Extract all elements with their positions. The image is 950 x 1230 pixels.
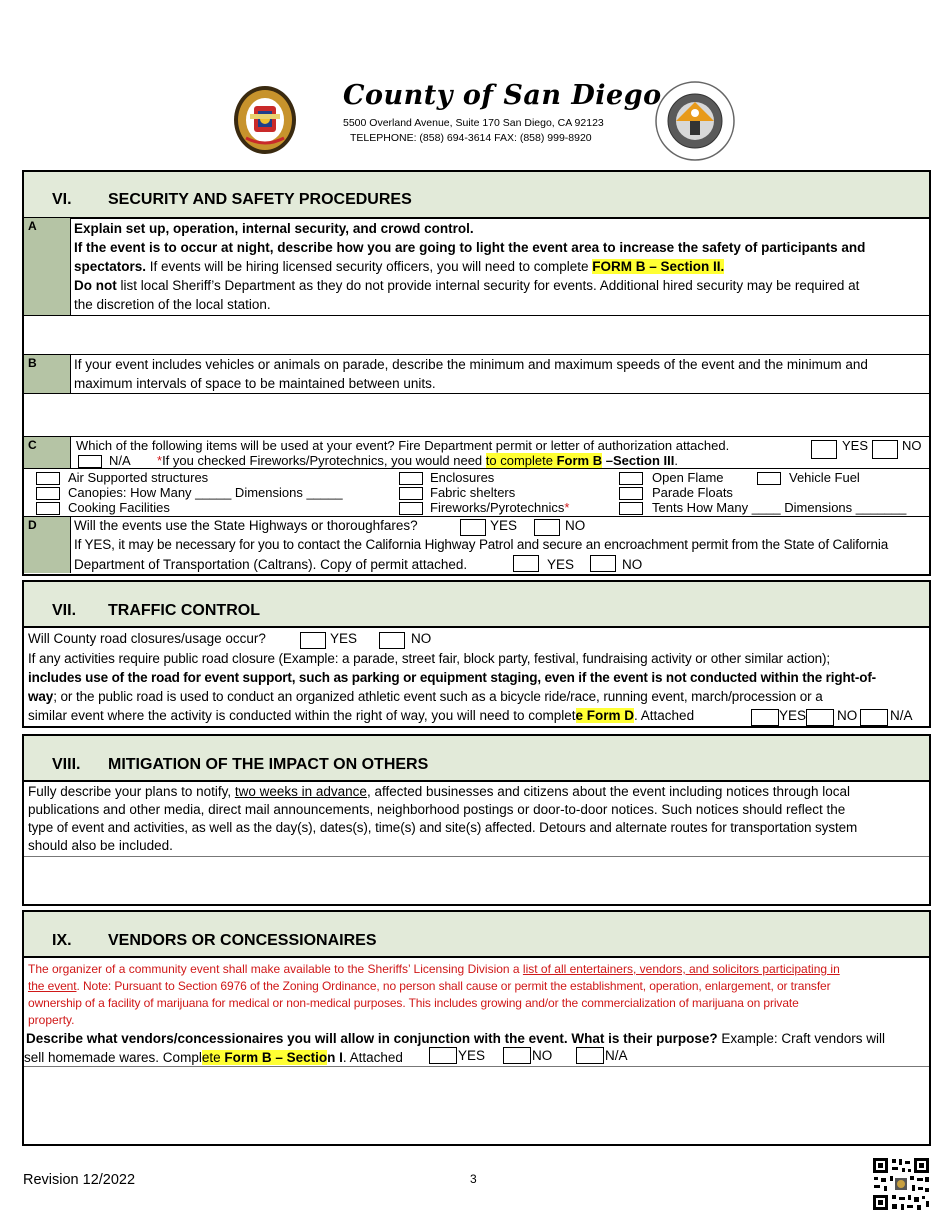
vendors-yes-label: YES [458, 1048, 486, 1063]
vendors-red-line2: the event. Note: Pursuant to Section 6976 of the Zoning Ordinance, no person shall cause or permit the establishment, operation, enlargement, or transfer [28, 979, 831, 993]
row-a-line4: Do not list local Sheriff’s Department as they do not provide internal security for events. Additional hired security may be required at [74, 278, 860, 293]
vendors-line2: sell homemade wares. Complete Form B – Section I. Attached [24, 1050, 403, 1065]
section-vi [22, 170, 931, 576]
vendors-no-label: NO [532, 1048, 553, 1063]
row-d-permit-no-label: NO [622, 557, 643, 572]
traffic-attached-na-label: N/A [890, 708, 913, 723]
row-c-na-checkbox[interactable] [78, 455, 102, 468]
section-viii-header [24, 736, 929, 782]
cooking-label: Cooking Facilities [68, 500, 170, 515]
row-c-no-checkbox[interactable] [872, 440, 898, 459]
vendors-red-line3: ownership of a facility of marijuana for medical or non-medical purposes. This includes growing and/or the commercialization of marijuana on private [28, 996, 799, 1010]
row-d-permit-yes-label: YES [547, 557, 575, 572]
row-c-fireworks-note: *If you checked Fireworks/Pyrotechnics, you would need to complete Form B –Section III. [157, 453, 678, 468]
section-vi-header [24, 172, 929, 219]
environmental-health-seal-logo [654, 80, 736, 162]
row-b-line1: If your event includes vehicles or animals on parade, describe the minimum and maximum speeds of the event and the minimum and [74, 357, 868, 372]
row-d-line2: If YES, it may be necessary for you to contact the California Highway Patrol and secure an encroachment permit from the State of California [74, 537, 889, 552]
traffic-line3: includes use of the road for event support, such as parking or equipment staging, even if the event is not conducted within the right-of- [28, 670, 877, 685]
road-closure-no-checkbox[interactable] [379, 632, 405, 649]
row-a-line5: the discretion of the local station. [74, 297, 271, 312]
fireworks-label: Fireworks/Pyrotechnics* [430, 500, 570, 515]
row-b-answer-area[interactable] [24, 394, 929, 436]
form-b-section-ii-ref: FORM B – Section II. [592, 259, 725, 274]
org-name: County of San Diego [343, 80, 662, 111]
tents-checkbox[interactable] [619, 502, 643, 515]
cooking-checkbox[interactable] [36, 502, 60, 515]
row-d-yes-label: YES [490, 518, 518, 533]
row-a-line2: If the event is to occur at night, describe how you are going to light the event area to increase the safety of participants and [74, 240, 866, 255]
traffic-line5: similar event where the activity is conducted within the right of way, you will need to complete Form D. Attached [28, 708, 695, 723]
section-ix-title: VENDORS OR CONCESSIONAIRES [108, 932, 377, 949]
traffic-attached-na-checkbox[interactable] [860, 709, 888, 726]
row-d-permit-yes-checkbox[interactable] [513, 555, 539, 572]
tents-label: Tents How Many ____ Dimensions _______ [652, 500, 907, 515]
section-vi-roman: VI. [52, 191, 72, 208]
row-d-yes-checkbox[interactable] [460, 519, 486, 536]
vendors-na-checkbox[interactable] [576, 1047, 604, 1064]
mitigation-answer-area[interactable] [24, 857, 929, 903]
row-a-answer-area[interactable] [24, 316, 929, 354]
section-vii-title: TRAFFIC CONTROL [108, 602, 260, 619]
vendors-question: Describe what vendors/concessionaires you will allow in conjunction with the event. What is their purpose? Example: Craft vendors will [26, 1031, 885, 1046]
form-d-ref: e Form D [575, 708, 635, 723]
row-c-label-cell [24, 437, 71, 468]
fireworks-checkbox[interactable] [399, 502, 423, 515]
mitigation-line1: Fully describe your plans to notify, two weeks in advance, affected businesses and citizens about the event including notices through local [28, 784, 851, 799]
row-d-permit-no-checkbox[interactable] [590, 555, 616, 572]
fabric-shelters-checkbox[interactable] [399, 487, 423, 500]
section-viii-roman: VIII. [52, 756, 81, 773]
row-d-question: Will the events use the State Highways or thoroughfares? [74, 518, 418, 533]
section-vii [22, 580, 931, 728]
section-vi-title: SECURITY AND SAFETY PROCEDURES [108, 191, 412, 208]
vendors-yes-checkbox[interactable] [429, 1047, 457, 1064]
row-a-label-cell [24, 218, 71, 315]
mitigation-line2: publications and other media, direct mail announcements, neighborhood postings or door-to-door notices. Such notices should reflect the [28, 802, 846, 817]
vehicle-fuel-checkbox[interactable] [757, 472, 781, 485]
parade-floats-label: Parade Floats [652, 485, 733, 500]
traffic-attached-no-label: NO [837, 708, 858, 723]
row-c-yes-label: YES [842, 438, 869, 453]
row-a-line1: Explain set up, operation, internal security, and crowd control. [74, 221, 474, 236]
traffic-line4: way; or the public road is used to conduct an organized athletic event such as a bicycle ride/race, running event, march/procession or a [28, 689, 823, 704]
section-viii [22, 734, 931, 906]
row-d-no-checkbox[interactable] [534, 519, 560, 536]
row-c-yes-checkbox[interactable] [811, 440, 837, 459]
open-flame-label: Open Flame [652, 470, 724, 485]
row-b-line2: maximum intervals of space to be maintained between units. [74, 376, 436, 391]
county-seal-logo [232, 84, 298, 156]
canopies-checkbox[interactable] [36, 487, 60, 500]
road-closure-yes-label: YES [330, 631, 358, 646]
row-b-label: B [28, 356, 37, 370]
qr-code-icon [872, 1157, 930, 1211]
vehicle-fuel-label: Vehicle Fuel [789, 470, 860, 485]
page-number: 3 [470, 1172, 477, 1186]
vendors-red-line1: The organizer of a community event shall make available to the Sheriffs’ Licensing Division a list of all entertainers, vendors, and solicitors participating in [28, 962, 840, 976]
open-flame-checkbox[interactable] [619, 472, 643, 485]
vendors-na-label: N/A [605, 1048, 628, 1063]
form-b-section-i-ref: Form B – Sect [224, 1050, 316, 1065]
row-a-line3: spectators. If events will be hiring licensed security officers, you will need to complete FORM B – Section II. [74, 259, 725, 274]
vendors-no-checkbox[interactable] [503, 1047, 531, 1064]
row-b-label-cell [24, 355, 71, 393]
traffic-attached-yes-checkbox[interactable] [751, 709, 779, 726]
section-viii-title: MITIGATION OF THE IMPACT ON OTHERS [108, 756, 429, 773]
traffic-attached-no-checkbox[interactable] [806, 709, 834, 726]
parade-floats-checkbox[interactable] [619, 487, 643, 500]
row-c-question: Which of the following items will be used at your event? Fire Department permit or letter of authorization attached. [76, 438, 730, 453]
row-d-no-label: NO [565, 518, 586, 533]
road-closure-yes-checkbox[interactable] [300, 632, 326, 649]
header [0, 0, 950, 168]
section-ix-header [24, 912, 929, 958]
row-d-label: D [28, 518, 37, 532]
row-d-line3: Department of Transportation (Caltrans). Copy of permit attached. [74, 557, 468, 572]
section-vii-roman: VII. [52, 602, 77, 619]
vendors-answer-area[interactable] [24, 1067, 929, 1143]
section-ix [22, 910, 931, 1146]
air-supported-label: Air Supported structures [68, 470, 209, 485]
air-supported-checkbox[interactable] [36, 472, 60, 485]
traffic-line2: If any activities require public road closure (Example: a parade, street fair, block party, festival, fundraising activity or other similar action); [28, 651, 831, 666]
road-closure-no-label: NO [411, 631, 432, 646]
mitigation-line3: type of event and activities, as well as the day(s), dates(s), time(s) and site(s) affected. Detours and alternate routes for transportation system [28, 820, 858, 835]
row-c-label: C [28, 438, 37, 452]
row-c-na-label: N/A [109, 453, 131, 468]
row-c-no-label: NO [902, 438, 922, 453]
revision-label: Revision 12/2022 [23, 1172, 136, 1188]
org-phone-fax: TELEPHONE: (858) 694-3614 FAX: (858) 999-8920 [350, 132, 592, 144]
section-vii-header [24, 582, 929, 628]
row-a-label: A [28, 219, 37, 233]
mitigation-line4: should also be included. [28, 838, 173, 853]
vendors-red-line4: property. [28, 1013, 75, 1027]
traffic-attached-yes-label: YES [779, 708, 807, 723]
fabric-shelters-label: Fabric shelters [430, 485, 516, 500]
row-d-label-cell [24, 517, 71, 573]
org-address: 5500 Overland Avenue, Suite 170 San Diego, CA 92123 [343, 117, 604, 129]
enclosures-checkbox[interactable] [399, 472, 423, 485]
section-ix-roman: IX. [52, 932, 72, 949]
canopies-label: Canopies: How Many _____ Dimensions _____ [68, 485, 343, 500]
road-closure-question: Will County road closures/usage occur? [28, 631, 266, 646]
enclosures-label: Enclosures [430, 470, 495, 485]
